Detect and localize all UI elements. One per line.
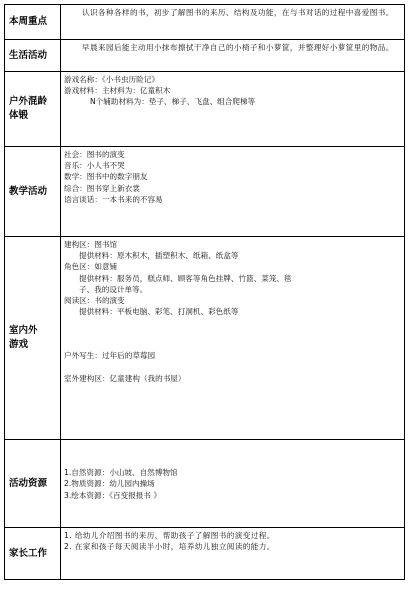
daily-life-text: 早晨来园后能主动用小抹布擦拭干净自己的小椅子和小萝筐，并整理好小萝筐里的物品。 <box>82 43 394 52</box>
teaching-language: 语言谈话：一本书来的不容易 <box>64 194 163 204</box>
parent-task-1: 1. 给幼儿介绍图书的来历，帮助孩子了解图书的演变过程。 <box>64 531 275 540</box>
row-parents <box>5 528 405 580</box>
role-play-materials: 提供材料：服务员，糕点师、顾客等角色挂牌、竹篮、菜笼、毯 <box>79 273 292 283</box>
label-indoor-outdoor-line1: 室内外 <box>9 325 38 336</box>
outdoor-aux-materials: N个辅助材料为：垫子、梯子、飞盘、组合爬梯等 <box>90 97 256 107</box>
outdoor-sketching: 户外写生：过年后的草莓园 <box>64 351 156 361</box>
outdoor-construction-area: 室外建构区：亿童建构（我的书屋） <box>64 373 186 383</box>
weekly-plan-table <box>4 4 405 580</box>
label-resources <box>5 440 61 528</box>
resource-material: 2.物质资源：幼儿园内操场 <box>64 479 155 489</box>
label-parents-text: 家长工作 <box>9 547 48 559</box>
content-resources <box>61 440 405 528</box>
resource-natural: 1.自然资源：小山坡、自然博物馆 <box>64 468 178 478</box>
parent-task-2: 2. 在家和孩子每天阅读半小时，培养幼儿独立阅读的能力。 <box>64 542 275 552</box>
label-outdoor-line1: 户外混龄 <box>9 96 48 107</box>
row-daily-life <box>5 40 405 72</box>
label-outdoor-line2: 体锻 <box>9 110 29 121</box>
content-outdoor <box>61 72 405 147</box>
teaching-music: 音乐：小人书不哭 <box>64 161 125 171</box>
row-indoor-outdoor <box>5 237 405 440</box>
reading-materials: 提供材料：平板电脑、彩笔、打洞机、彩色纸等 <box>79 307 239 317</box>
construction-materials: 提供材料：原木积木，插塑积木、纸箱、纸盒等 <box>79 251 239 261</box>
reading-area: 阅读区：书的演变 <box>64 296 125 306</box>
outdoor-game-materials: 游戏材料：主材料为：亿童积木 <box>64 86 171 96</box>
label-resources-text: 活动资源 <box>9 477 48 489</box>
content-teaching <box>61 147 405 237</box>
row-resources <box>5 440 405 528</box>
outdoor-game-name: 游戏名称：《小书虫历险记》 <box>64 75 159 84</box>
teaching-social: 社会：图书的演变 <box>64 150 125 159</box>
label-daily-life-text: 生活活动 <box>9 49 48 61</box>
content-weekly-focus <box>61 5 405 40</box>
content-daily-life <box>61 40 405 72</box>
content-parents <box>61 528 405 580</box>
row-teaching <box>5 147 405 237</box>
teaching-math: 数学：图书中的数字朋友 <box>64 172 148 182</box>
label-teaching-text: 教学活动 <box>9 185 48 197</box>
label-teaching <box>5 147 61 237</box>
role-play-materials-cont: 子、我的设计单等。 <box>79 284 148 294</box>
label-indoor-outdoor <box>5 237 61 440</box>
label-indoor-outdoor-line2: 游戏 <box>9 339 29 350</box>
weekly-focus-text: 认识各种各样的书，初步了解图书的来历、结构及功能，在与书对话的过程中喜爱图书。 <box>82 8 394 17</box>
role-play-area: 角色区：如意铺 <box>64 262 118 272</box>
label-weekly-focus <box>5 5 61 40</box>
construction-area: 建构区：图书馆 <box>64 240 118 249</box>
label-outdoor <box>5 72 61 147</box>
label-daily-life <box>5 40 61 72</box>
resource-picture-book: 3.绘本资源：《百变报报书 》 <box>64 490 161 500</box>
label-parents <box>5 528 61 580</box>
teaching-integrated: 综合：图书穿上新衣裳 <box>64 183 140 193</box>
row-weekly-focus <box>5 5 405 40</box>
label-weekly-focus-text: 本周重点 <box>9 16 48 27</box>
content-indoor-outdoor <box>61 237 405 440</box>
row-outdoor <box>5 72 405 147</box>
